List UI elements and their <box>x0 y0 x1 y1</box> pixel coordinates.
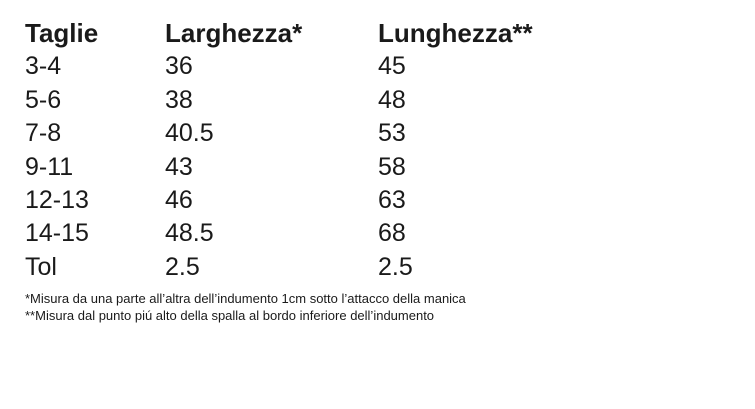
cell-larghezza: 48.5 <box>165 219 214 248</box>
cell-taglie: 5-6 <box>25 85 62 114</box>
table-row <box>25 50 533 83</box>
cell-taglie: Tol <box>25 252 57 281</box>
cell-lunghezza: 68 <box>378 219 406 248</box>
table-row <box>25 217 533 250</box>
cell-lunghezza: 48 <box>378 85 406 114</box>
size-table <box>25 17 533 284</box>
cell-larghezza: 46 <box>165 186 193 215</box>
table-row <box>25 84 533 117</box>
column-header-lunghezza: Lunghezza** <box>378 18 533 48</box>
cell-taglie: 3-4 <box>25 52 62 81</box>
table-body <box>25 50 533 284</box>
footnote-length: **Misura dal punto piú alto della spalla al bordo inferiore dell’indumento <box>25 307 435 323</box>
table-row <box>25 117 533 150</box>
cell-taglie: 9-11 <box>25 152 74 181</box>
column-header-taglie: Taglie <box>25 18 99 48</box>
table-header-row <box>25 17 533 50</box>
cell-larghezza: 43 <box>165 152 193 181</box>
footnote-width: *Misura da una parte all’altra dell’indumento 1cm sotto l’attacco della manica <box>25 291 466 306</box>
cell-taglie: 12-13 <box>25 186 89 215</box>
cell-lunghezza: 2.5 <box>378 252 413 281</box>
cell-lunghezza: 53 <box>378 119 406 148</box>
cell-larghezza: 2.5 <box>165 252 200 281</box>
cell-lunghezza: 45 <box>378 52 406 81</box>
table-row <box>25 184 533 217</box>
cell-larghezza: 38 <box>165 85 193 114</box>
table-row <box>25 151 533 184</box>
cell-taglie: 14-15 <box>25 219 89 248</box>
cell-larghezza: 36 <box>165 52 193 81</box>
table-row <box>25 251 533 284</box>
cell-lunghezza: 58 <box>378 152 406 181</box>
cell-larghezza: 40.5 <box>165 119 214 148</box>
footnotes <box>25 291 466 324</box>
cell-taglie: 7-8 <box>25 119 62 148</box>
column-header-larghezza: Larghezza* <box>165 18 303 48</box>
cell-lunghezza: 63 <box>378 186 406 215</box>
